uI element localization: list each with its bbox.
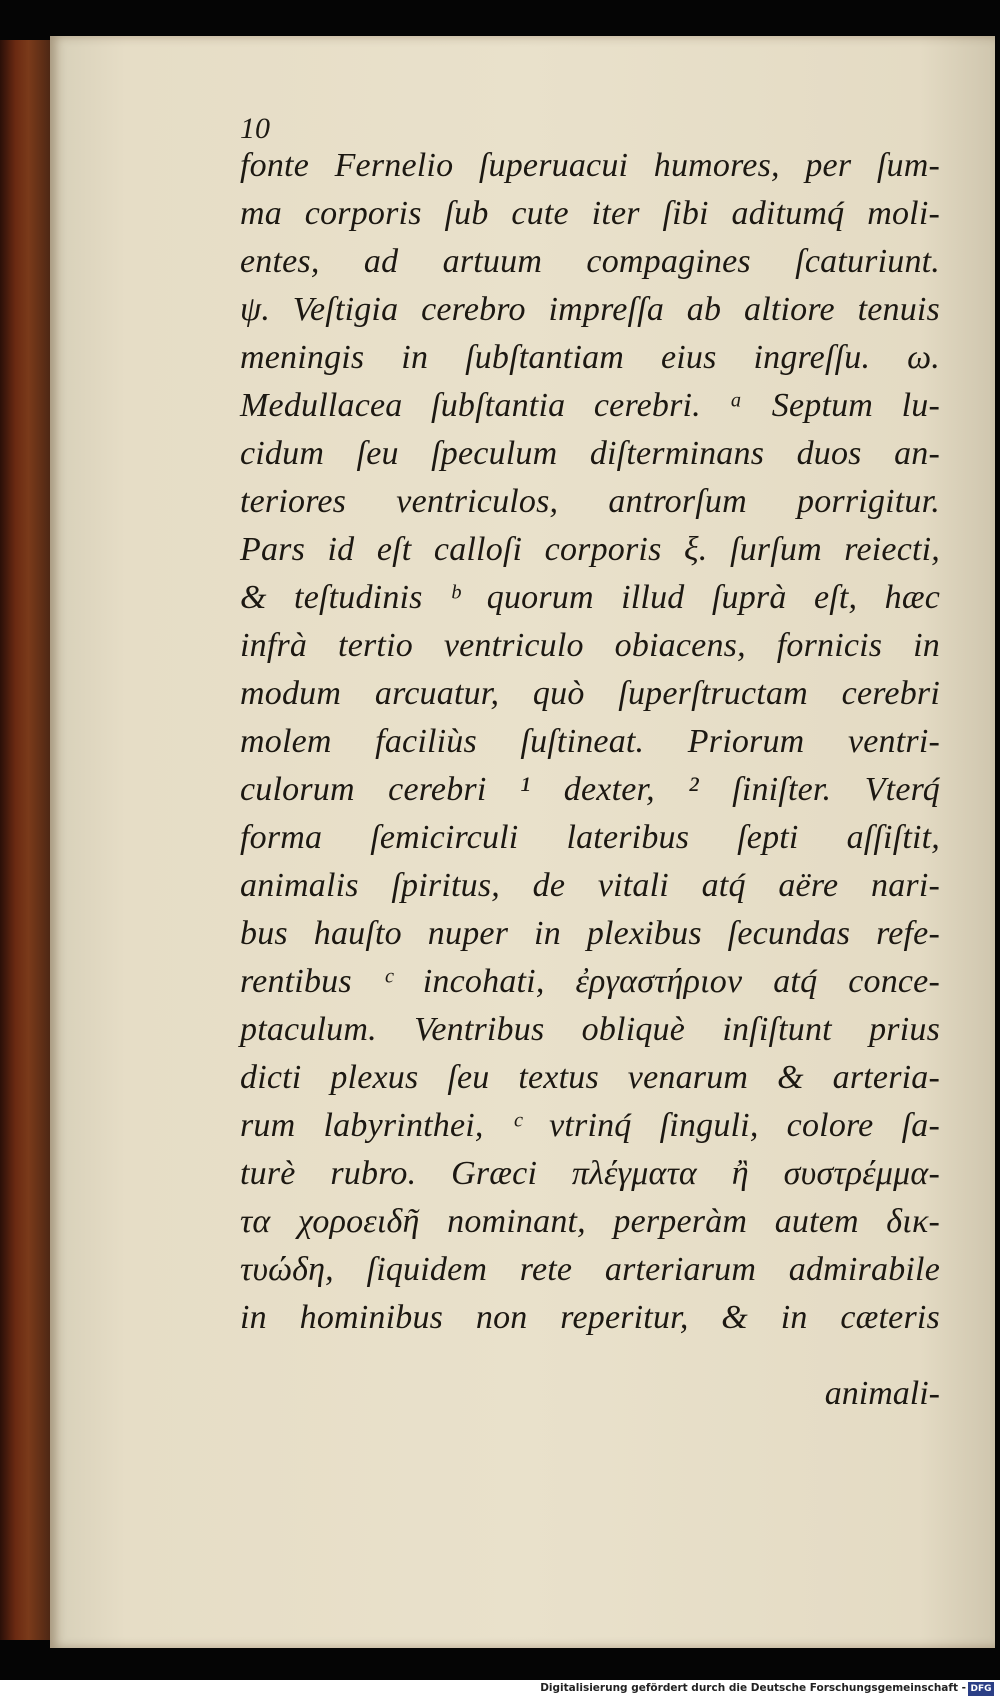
text-line: ptaculum. Ventribus obliquè inſiſtunt prius (240, 1011, 940, 1048)
text-line: meningis in ſubſtantiam eius ingreſſu. ω. (240, 339, 940, 376)
text-line: forma ſemicirculi lateribus ſepti aſſiſtit, (240, 819, 940, 856)
text-line: rum labyrinthei, ᶜ vtrinq́ ſinguli, colore ſa- (240, 1107, 940, 1144)
funding-credit: Digitalisierung gefördert durch die Deutsche Forschungsgemeinschaft - (540, 1682, 966, 1694)
text-line: modum arcuatur, quò ſuperſtructam cerebri (240, 675, 940, 712)
text-line: τα χοροειδῆ nominant, perperàm autem δικ- (240, 1203, 940, 1240)
book-spine-edge (0, 40, 52, 1640)
text-line: ma corporis ſub cute iter ſibi aditumq́ moli- (240, 195, 940, 232)
text-line: in hominibus non reperitur, & in cæteris (240, 1299, 940, 1336)
text-line: fonte Fernelio ſuperuacui humores, per ſum- (240, 147, 940, 184)
text-line: Medullacea ſubſtantia cerebri. ᵃ Septum lu- (240, 387, 940, 424)
catchword: animali- (824, 1375, 940, 1412)
text-line: teriores ventriculos, antrorſum porrigitur. (240, 483, 940, 520)
text-line: cidum ſeu ſpeculum diſterminans duos an- (240, 435, 940, 472)
text-line: entes, ad artuum compagines ſcaturiunt. (240, 243, 940, 280)
text-line: & teſtudinis ᵇ quorum illud ſuprà eſt, hæc (240, 579, 940, 616)
text-line: τυώδη, ſiquidem rete arteriarum admirabile (240, 1251, 940, 1288)
page-number: 10 (240, 112, 270, 145)
text-line: infrà tertio ventriculo obiacens, fornicis in (240, 627, 940, 664)
text-line: turè rubro. Græci πλέγματα ἢ συστρέμμα- (240, 1155, 940, 1192)
text-line: Pars id eſt calloſi corporis ξ. ſurſum reiecti, (240, 531, 940, 568)
text-line: culorum cerebri ¹ dexter, ² ſiniſter. Vterq́ (240, 771, 940, 808)
text-line: bus hauſto nuper in plexibus ſecundas refe- (240, 915, 940, 952)
text-line: animalis ſpiritus, de vitali atq́ aëre nari- (240, 867, 940, 904)
dfg-logo: DFG (968, 1682, 994, 1696)
text-line: molem faciliùs ſuſtineat. Priorum ventri- (240, 723, 940, 760)
text-line: dicti plexus ſeu textus venarum & arteria- (240, 1059, 940, 1096)
text-line: rentibus ᶜ incohati, ἐργαστήριον atq́ conce- (240, 963, 940, 1000)
text-line: ψ. Veſtigia cerebro impreſſa ab altiore tenuis (240, 291, 940, 328)
